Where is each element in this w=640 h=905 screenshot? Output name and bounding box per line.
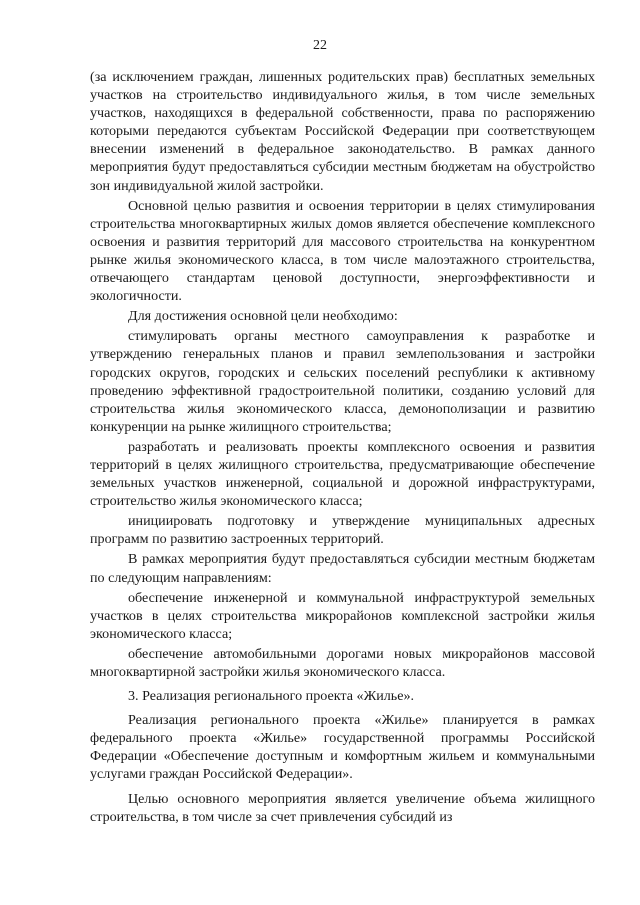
paragraph-6: Целью основного мероприятия является увеличение объема жилищного строительства, в том числе за счет привлечения субсидий из bbox=[90, 790, 595, 825]
list-item-2: разработать и реализовать проекты комплексного освоения и развития территорий в целях жилищного строительства, предусматривающие обеспечение земельных участков инженерной, социальной и дорожной инфраструктурами, строительство жилья экономического класса; bbox=[90, 438, 595, 510]
list-item-4: обеспечение инженерной и коммунальной инфраструктурой земельных участков в целях строительства микрорайонов комплексной застройки жилья экономического класса; bbox=[90, 589, 595, 642]
paragraph-4: В рамках мероприятия будут предоставляться субсидии местным бюджетам по следующим направлениям: bbox=[90, 551, 595, 586]
list-item-3: инициировать подготовку и утверждение муниципальных адресных программ по развитию застроенных территорий. bbox=[90, 513, 595, 548]
list-item-1: стимулировать органы местного самоуправления к разработке и утверждению генеральных планов и правил землепользования и застройки городских округов, городских и сельских поселений республики к активному проведению эффективной градостроительной политики, созданию условий для строительства жилья экономического класса, демонополизации и развитию конкуренции на рынке жилищного строительства; bbox=[90, 328, 595, 435]
paragraph-5: Реализация регионального проекта «Жилье» планируется в рамках федерального проекта «Жилье» государственной программы Российской Федерации «Обеспечение доступным и комфортным жильем и коммунальными услугами граждан Российской Федерации». bbox=[90, 712, 595, 783]
paragraph-2: Основной целью развития и освоения территории в целях стимулирования строительства многоквартирных жилых домов является обеспечение комплексного освоения и развития территорий для массового строительства на конкурентном рынке жилья экономического класса, в том числе малоэтажного строительства, отвечающего стандартам ценовой доступности, энергоэффективности и экологичности. bbox=[90, 197, 595, 305]
document-body bbox=[90, 68, 595, 828]
page-number: 22 bbox=[313, 38, 327, 53]
section-heading: 3. Реализация регионального проекта «Жилье». bbox=[128, 688, 415, 705]
list-item-5: обеспечение автомобильными дорогами новых микрорайонов массовой многоквартирной застройки жилья экономического класса. bbox=[90, 645, 595, 680]
paragraph-3: Для достижения основной цели необходимо: bbox=[128, 308, 398, 325]
paragraph-1: (за исключением граждан, лишенных родительских прав) бесплатных земельных участков на строительство индивидуального жилья, в том числе земельных участков, находящихся в федеральной собственности, права по распоряжению которыми передаются субъектам Российской Федерации при соответствующем внесении изменений в федеральное законодательство. В рамках данного мероприятия будут предоставляться субсидии местным бюджетам на обустройство зон индивидуальной жилой застройки. bbox=[90, 69, 595, 194]
